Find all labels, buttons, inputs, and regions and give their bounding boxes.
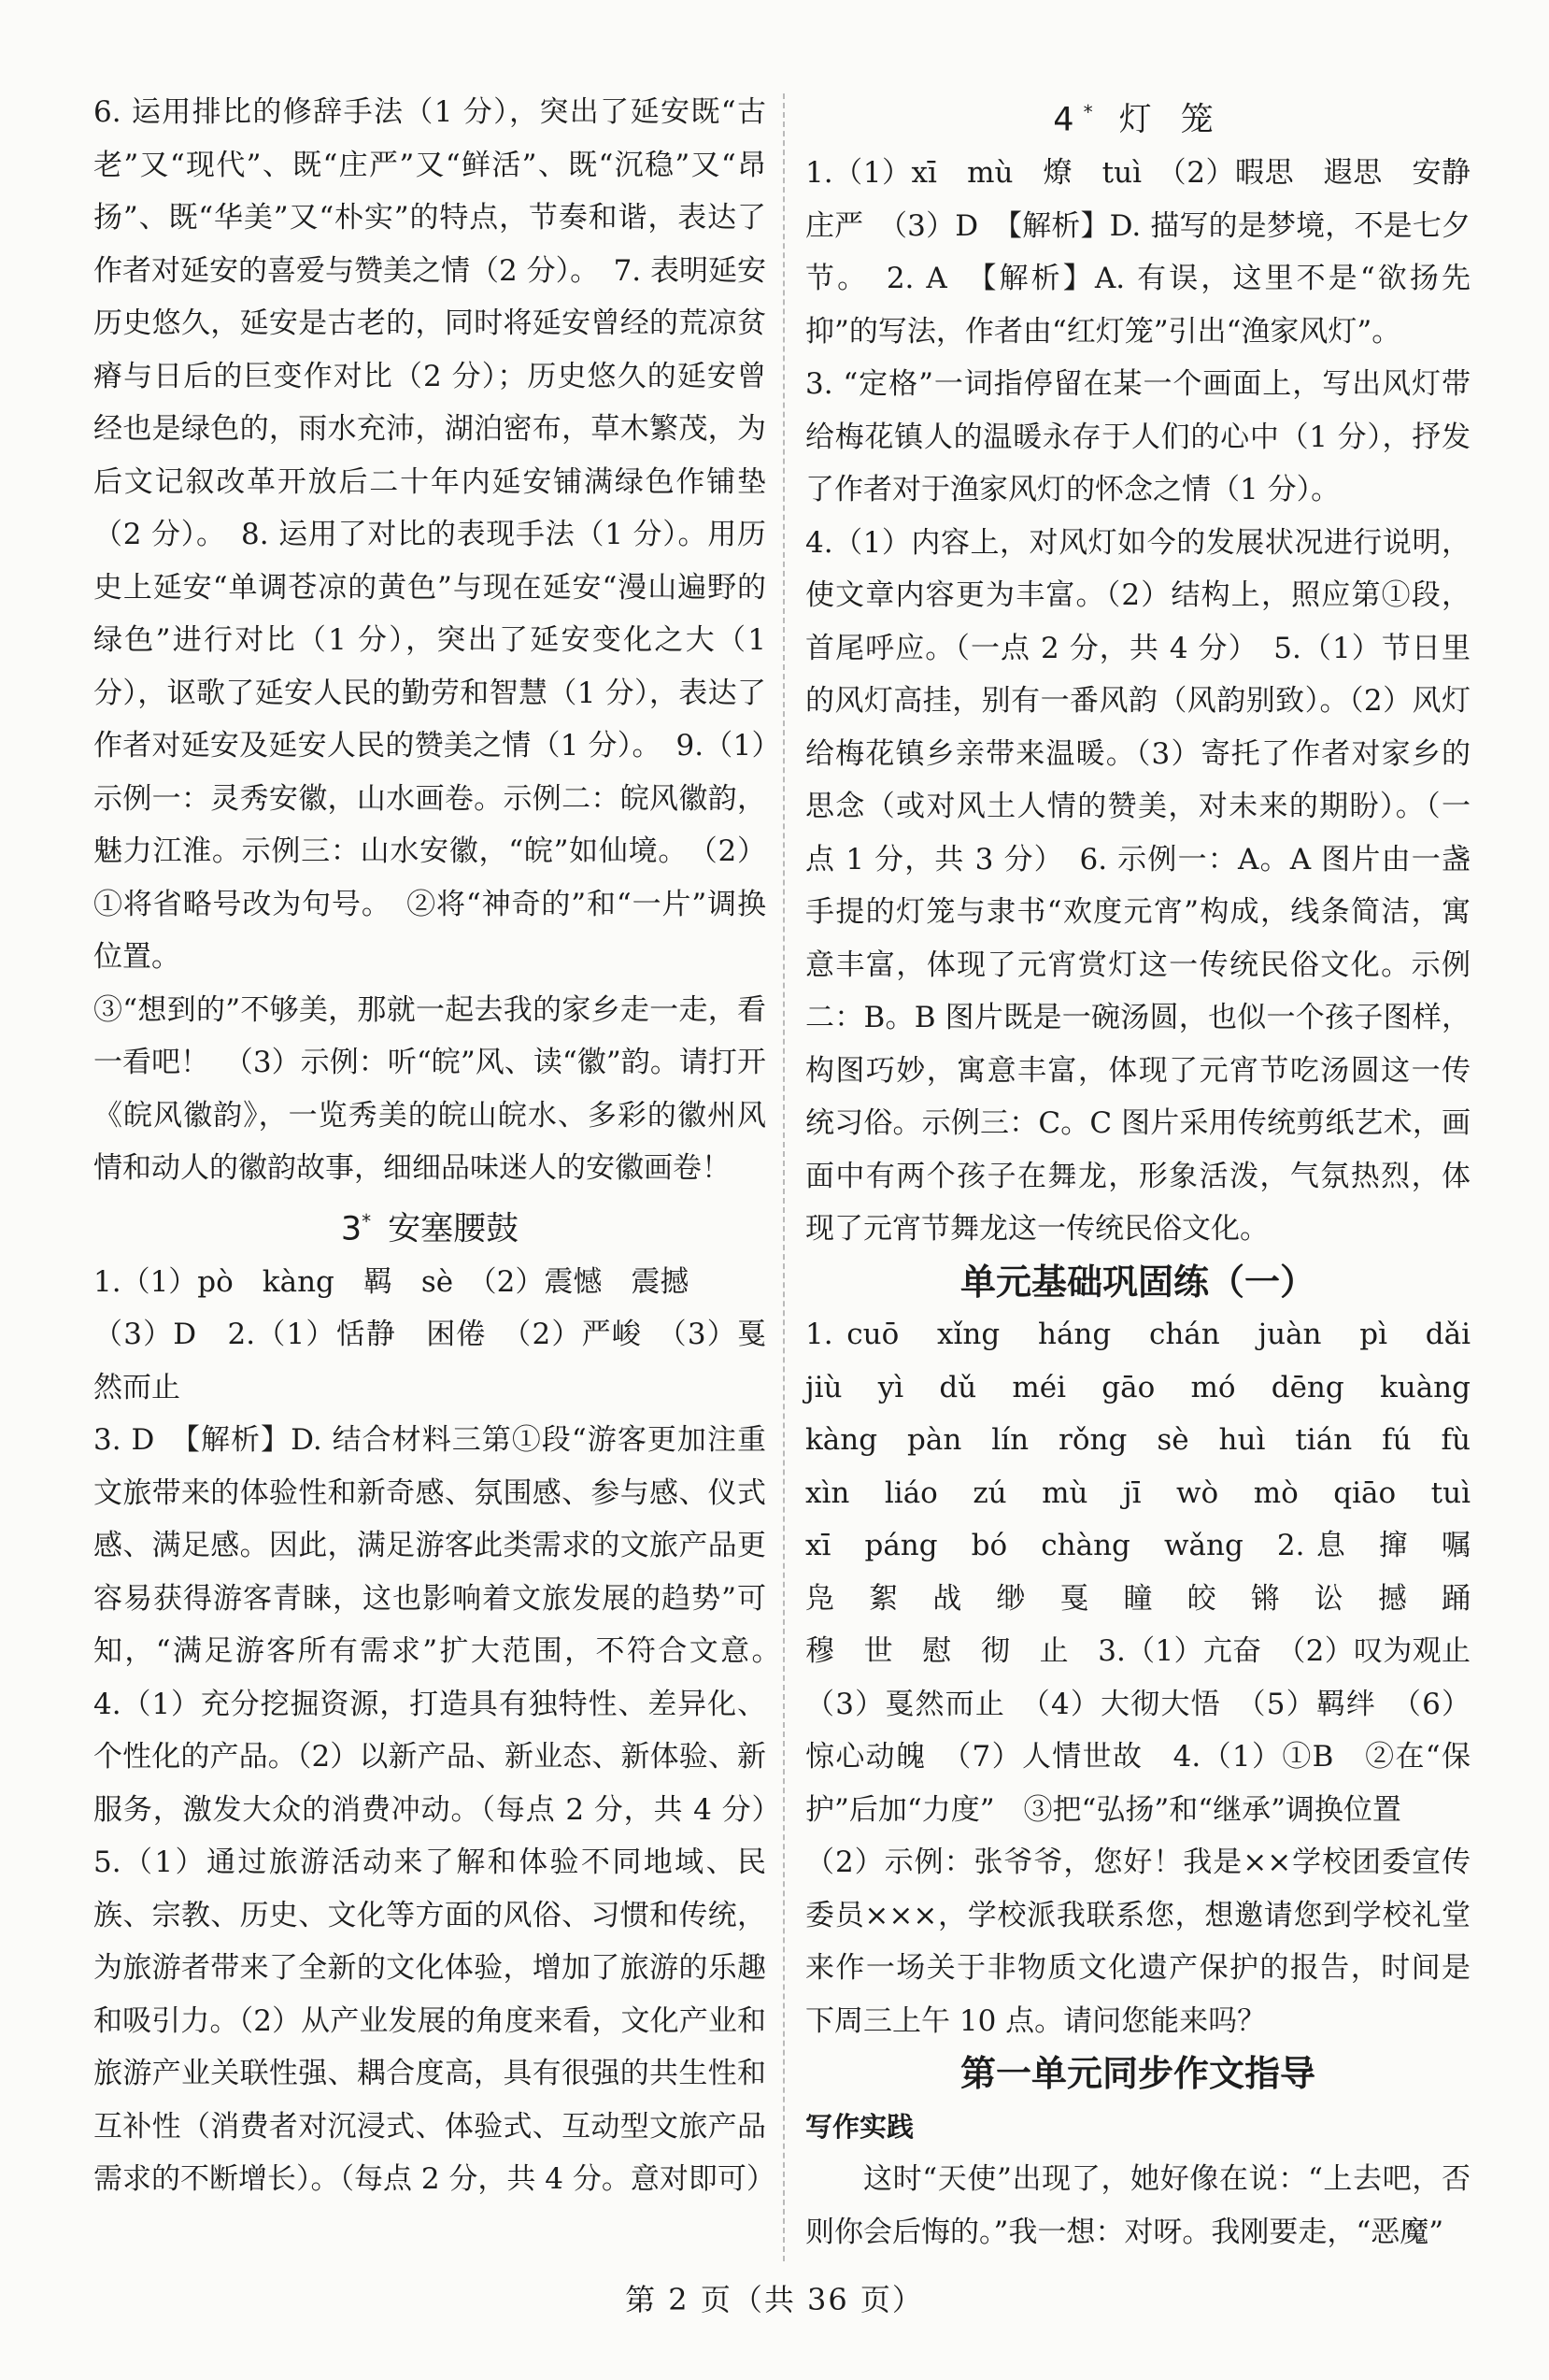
writing-guide-title: 第一单元同步作文指导 — [959, 2053, 1315, 2095]
left-column — [93, 86, 795, 2263]
lesson-name: 灯 笼 — [1118, 101, 1223, 139]
essay-paragraph: 这时“天使”出现了，她好像在说：“上去吧，否则你会后悔的。”我一想：对呀。我刚要走，“恶魔” — [805, 2162, 1471, 2249]
answer-paragraph: 1.（1）xī mù 燎 tuì （2）暇思 遐思 安静庄严 （3）D 【解析】D. 描写的是梦境，不是七夕节。 2. A 【解析】A. 有误，这里不是“欲扬先抑”的写法，作者由“红灯笼”引出“渔家风灯”。 — [805, 156, 1471, 349]
answer-paragraph: 6. 运用排比的修辞手法（1 分），突出了延安既“古老”又“现代”、既“庄严”又“鲜活”、既“沉稳”又“昂扬”、既“华美”又“朴实”的特点，节奏和谐，表达了作者对延安的喜爱与赞美之情（2 分）。 7. 表明延安历史悠久，延安是古老的，同时将延安曾经的荒凉贫瘠与日后的巨变作对比（2 分）；历史悠久的延安曾经也是绿色的，雨水充沛，湖泊密布，草木繁茂，为后文记叙改革开放后二十年内延安铺满绿色作铺垫（2 分）。 8. 运用了对比的表现手法（1 分）。用历史上延安“单调苍凉的黄色”与现在延安“漫山遍野的绿色”进行对比（1 分），突出了延安变化之大（1 分），讴歌了延安人民的勤劳和智慧（1 分），表达了作者对延安及延安人民的赞美之情（1 分）。 9.（1）示例一：灵秀安徽，山水画卷。示例二：皖风徽韵，魅力江淮。示例三：山水安徽，“皖”如仙境。 （2）①将省略号改为句号。 ②将“神奇的”和“一片”调换位置。 — [93, 95, 767, 974]
answer-paragraph: 3. “定格”一词指停留在某一个画面上，写出风灯带给梅花镇人的温暖永存于人们的心中（1 分），抒发了作者对于渔家风灯的怀念之情（1 分）。 — [805, 367, 1471, 507]
lesson-title — [805, 86, 1471, 147]
lesson-number: 4 — [1053, 101, 1084, 139]
right-column — [805, 86, 1499, 2263]
answer-paragraph: 1.（1）pò kàng 羁 sè （2）震憾 震撼 — [93, 1264, 689, 1299]
answer-paragraph: （3）D 2.（1）恬静 困倦 （2）严峻 （3）戛然而止 — [93, 1318, 766, 1404]
lesson-title — [93, 1195, 766, 1256]
column-divider — [783, 93, 785, 2261]
answer-paragraph: 1. cuō xǐng háng chán juàn pì dǎi jiù yì dǔ méi gāo mó dēng kuàng kàng pàn lín rǒng sè huì tián fú fù xìn liáo zú mù jī wò mò qiāo tuì xī páng bó chàng wǎng 2. 息 撺 嘱 凫 絮 战 缈 戛 瞳 皎 锵 讼 撼 踊 穆 世 慰 彻 止 3.（1）亢奋 （2）叹为观止 （3）戛然而止 （4）大彻大悟 （5）羁绊 （6）惊心动魄 （7）人情世故 4.（1）①B ②在“保护”后加“力度” ③把“弘扬”和“继承”调换位置 — [805, 1318, 1499, 1827]
lesson-name: 安塞腰鼓 — [388, 1210, 519, 1248]
answer-paragraph: （2）示例：张爷爷，您好！我是××学校团委宣传委员×××，学校派我联系您，想邀请您到学校礼堂来作一场关于非物质文化遗产保护的报告，时间是下周三上午 10 点。请问您能来吗？ — [805, 1846, 1471, 2038]
lesson-star: * — [1083, 101, 1102, 123]
unit-exercise-title: 单元基础巩固练（一） — [959, 1261, 1315, 1303]
lesson-number: 3 — [340, 1210, 362, 1248]
lesson-star: * — [362, 1209, 372, 1233]
answer-paragraph: 4.（1）内容上，对风灯如今的发展状况进行说明，使文章内容更为丰富。（2）结构上，照应第①段，首尾呼应。（一点 2 分，共 4 分） 5.（1）节日里的风灯高挂，别有一番风韵（风韵别致）。（2）风灯给梅花镇乡亲带来温暖。（3）寄托了作者对家乡的思念（或对风土人情的赞美，对未来的期盼）。（一点 1 分，共 3 分） 6. 示例一：A。A 图片由一盏手提的灯笼与隶书“欢度元宵”构成，线条简洁，寓意丰富，体现了元宵赏灯这一传统民俗文化。示例二：B。B 图片既是一碗汤圆，也似一个孩子图样，构图巧妙，寓意丰富，体现了元宵节吃汤圆这一传统习俗。示例三：C。C 图片采用传统剪纸艺术，画面中有两个孩子在舞龙，形象活泼，气氛热烈，体现了元宵节舞龙这一传统民俗文化。 — [805, 525, 1471, 1247]
page-number: 第 2 页（共 36 页） — [625, 2282, 924, 2317]
answer-paragraph: ③“想到的”不够美，那就一起去我的家乡走一走，看一看吧！ （3）示例：听“皖”风、读“徽”韵。请打开《皖风徽韵》，一览秀美的皖山皖水、多彩的徽州风情和动人的徽韵故事，细细品味迷人的安徽画卷！ — [93, 992, 766, 1185]
writing-practice-subtitle: 写作实践 — [805, 2110, 915, 2143]
answer-paragraph: 3. D 【解析】D. 结合材料三第①段“游客更加注重文旅带来的体验性和新奇感、氛围感、参与感、仪式感、满足感。因此，满足游客此类需求的文旅产品更容易获得游客青睐，这也影响着文旅发展的趋势”可知，“满足游客所有需求”扩大范围，不符合文意。 4.（1）充分挖掘资源，打造具有独特性、差异化、个性化的产品。（2）以新产品、新业态、新体验、新服务，激发大众的消费冲动。（每点 2 分，共 4 分） 5.（1）通过旅游活动来了解和体验不同地域、民族、宗教、历史、文化等方面的风俗、习惯和传统，为旅游者带来了全新的文化体验，增加了旅游的乐趣和吸引力。（2）从产业发展的角度来看，文化产业和旅游产业关联性强、耦合度高，具有很强的共生性和互补性（消费者对沉浸式、体验式、互动型文旅产品需求的不断增长）。（每点 2 分，共 4 分。意对即可） — [93, 1423, 795, 2197]
